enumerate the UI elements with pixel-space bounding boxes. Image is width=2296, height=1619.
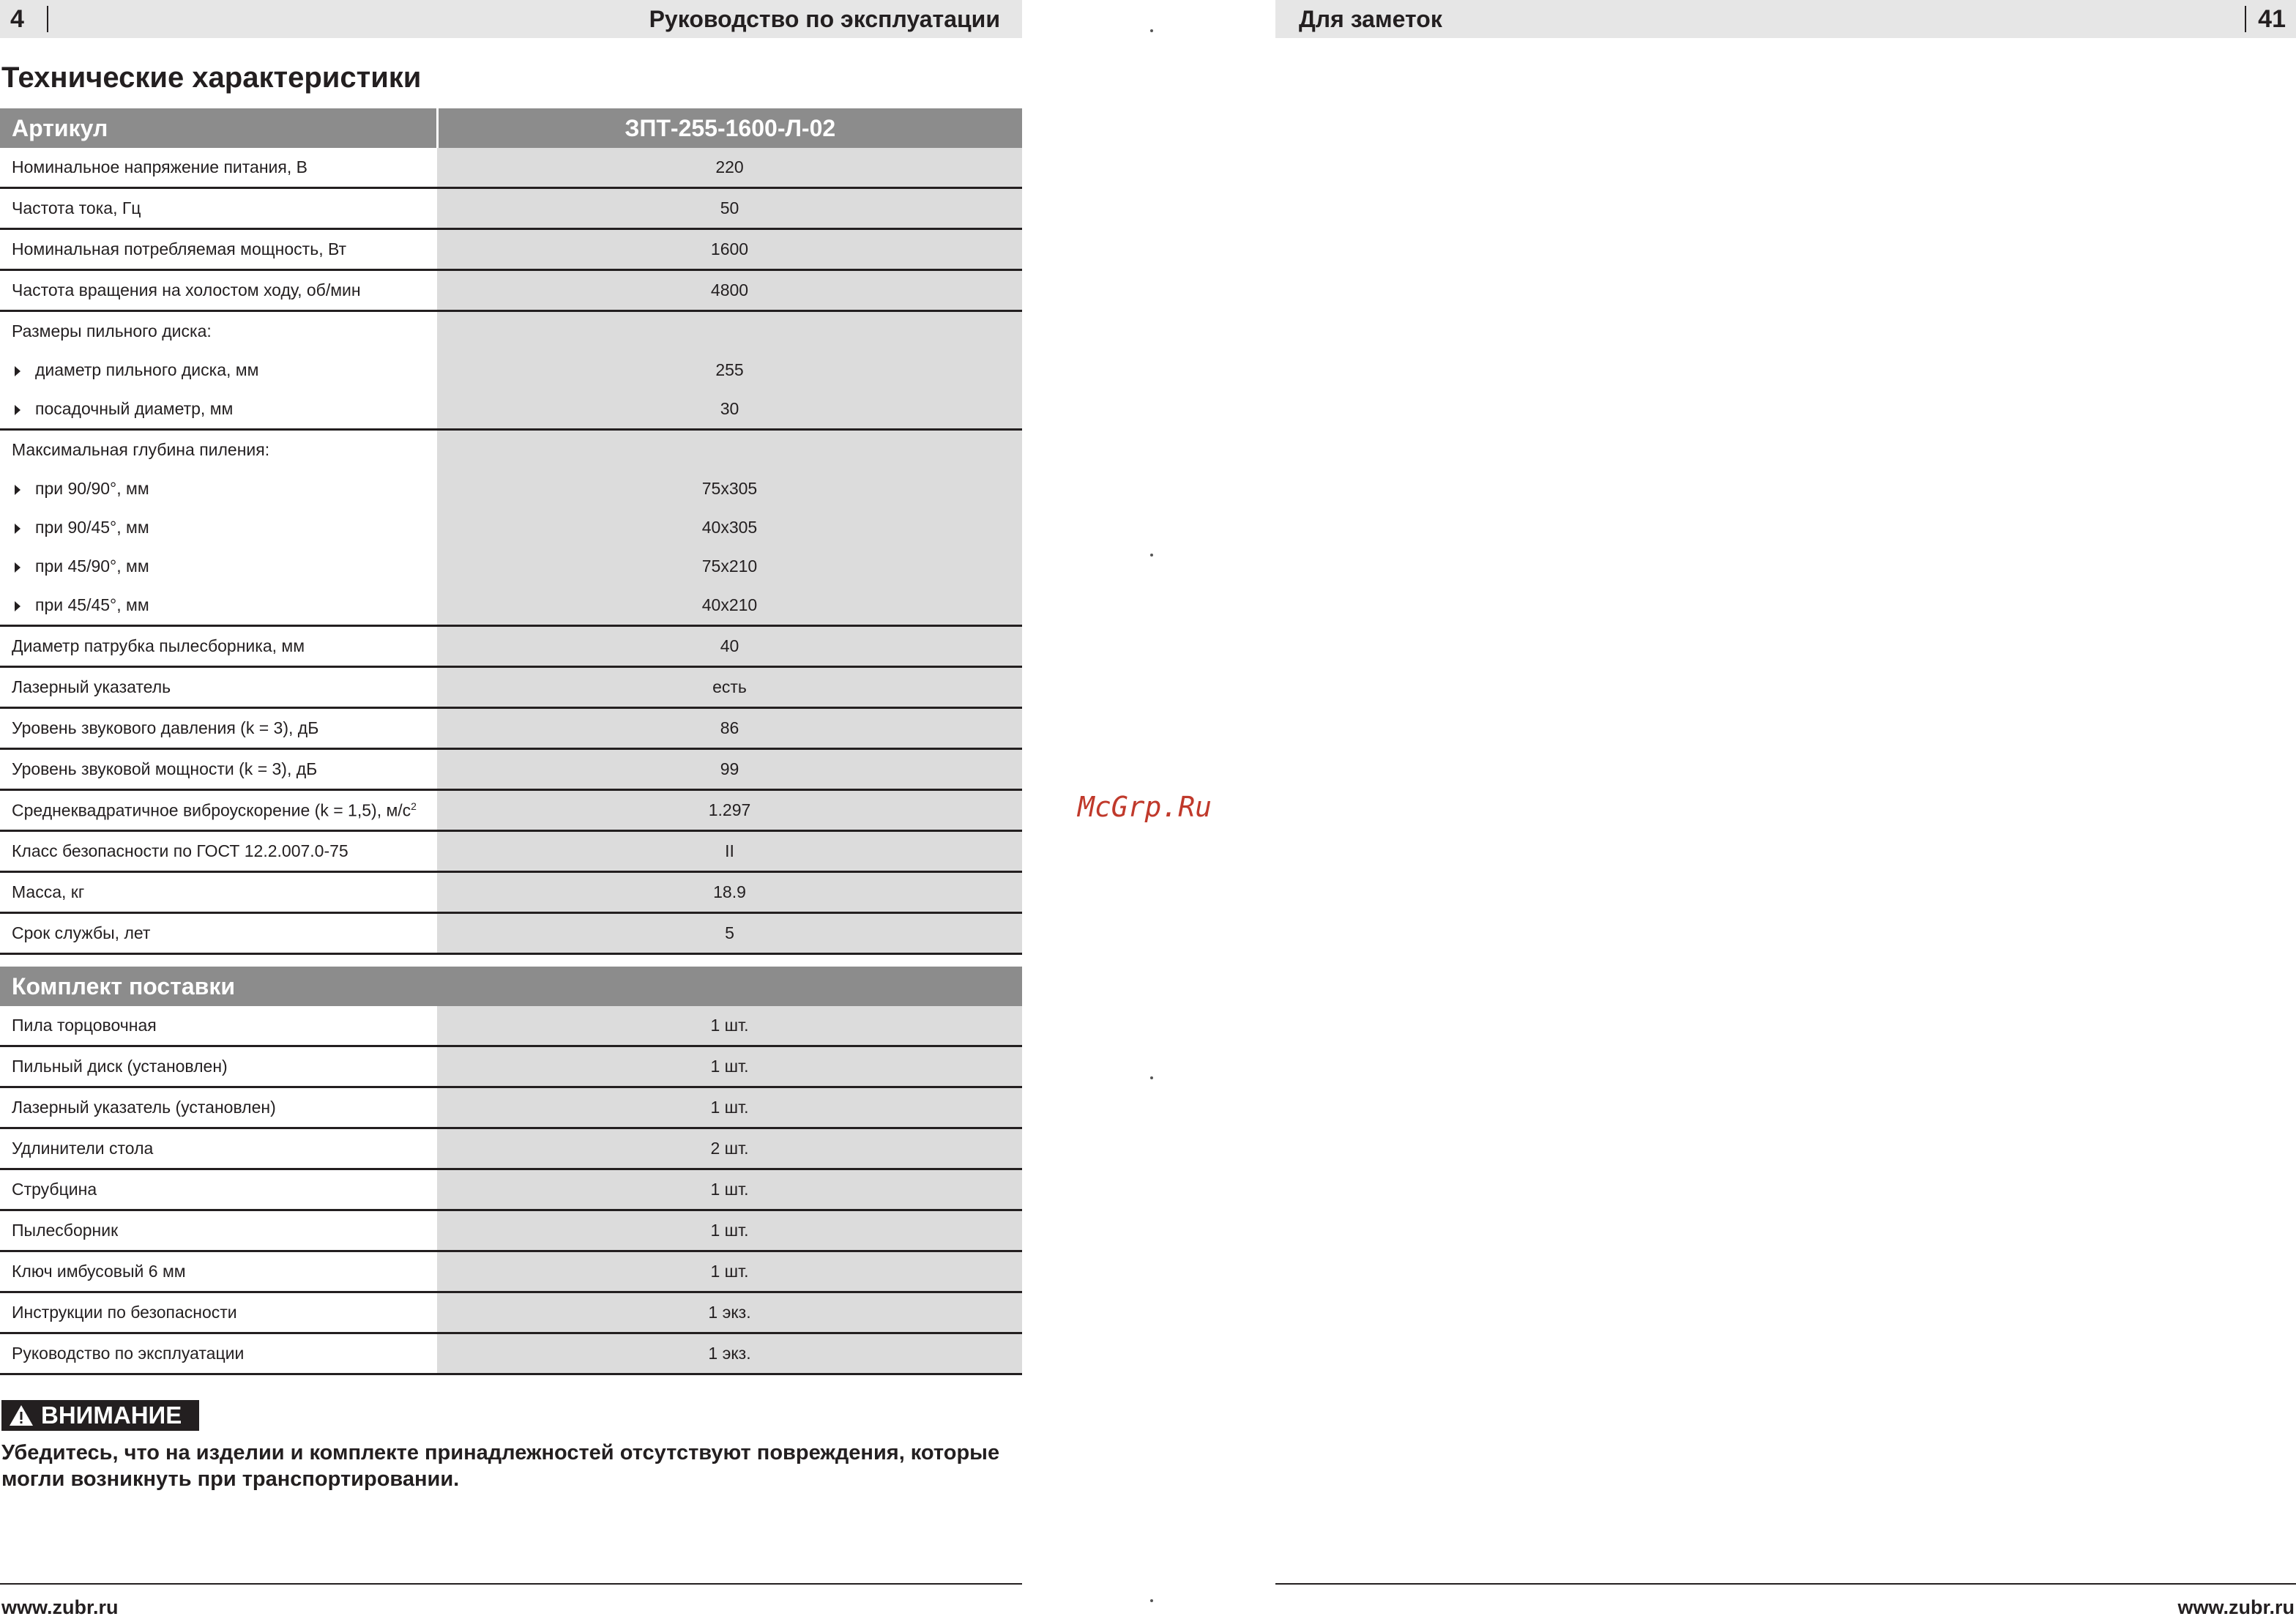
spec-value: 220	[437, 148, 1022, 188]
spec-table	[0, 108, 1022, 955]
spec-label: при 45/45°, мм	[35, 595, 149, 614]
spec-label: Частота тока, Гц	[0, 188, 437, 229]
kit-item-label: Струбцина	[0, 1169, 437, 1210]
spec-value: 18.9	[437, 872, 1022, 913]
right-page	[1275, 0, 2296, 1618]
group-header-row	[0, 311, 1022, 351]
kit-item-label: Инструкции по безопасности	[0, 1292, 437, 1333]
spec-label: Среднеквадратичное виброускорение (k = 1,5), м/с	[12, 800, 411, 820]
bullet-item	[0, 508, 437, 547]
spec-value: 86	[437, 708, 1022, 749]
spec-value: есть	[437, 667, 1022, 708]
table-row	[0, 351, 1022, 390]
spec-value: 255	[437, 351, 1022, 390]
table-row	[0, 1169, 1022, 1210]
table-row	[0, 1046, 1022, 1087]
spec-label: Класс безопасности по ГОСТ 12.2.007.0-75	[0, 831, 437, 872]
group-label: Размеры пильного диска:	[0, 311, 437, 351]
kit-item-label: Руководство по эксплуатации	[0, 1333, 437, 1374]
left-page	[0, 0, 1022, 1618]
spec-table-header	[0, 108, 1022, 148]
warning-label: ВНИМАНИЕ	[41, 1402, 182, 1429]
table-row	[0, 626, 1022, 667]
bullet-item	[0, 547, 437, 586]
section-title: Технические характеристики	[1, 62, 422, 94]
page-header	[1275, 0, 2296, 38]
spec-label: Срок службы, лет	[0, 913, 437, 954]
spec-label: Частота вращения на холостом ходу, об/мин	[0, 270, 437, 311]
group-value-empty	[437, 311, 1022, 351]
kit-item-label: Пильный диск (установлен)	[0, 1046, 437, 1087]
spec-value: 4800	[437, 270, 1022, 311]
gutter-dot	[1150, 1076, 1153, 1079]
table-row	[0, 148, 1022, 188]
kit-item-qty: 1 шт.	[437, 1169, 1022, 1210]
spec-label: Диаметр патрубка пылесборника, мм	[0, 626, 437, 667]
footer-url: www.zubr.ru	[2177, 1596, 2295, 1618]
spec-value: 40x305	[437, 508, 1022, 547]
kit-item-qty: 1 шт.	[437, 1210, 1022, 1251]
header-title: Для заметок	[1299, 6, 1442, 32]
bullet-arrow-icon	[15, 562, 20, 573]
spec-value: 40	[437, 626, 1022, 667]
warning-triangle-icon	[9, 1404, 34, 1426]
spec-label: Масса, кг	[0, 872, 437, 913]
table-row	[0, 1292, 1022, 1333]
spec-value: 99	[437, 749, 1022, 790]
footer-url: www.zubr.ru	[1, 1596, 119, 1618]
spec-label: Номинальное напряжение питания, В	[0, 148, 437, 188]
spec-header-model: ЗПТ-255-1600-Л-02	[437, 108, 1022, 148]
table-row	[0, 547, 1022, 586]
footer-rule	[0, 1583, 1022, 1585]
table-row	[0, 872, 1022, 913]
page-number: 41	[2258, 5, 2286, 33]
table-row	[0, 188, 1022, 229]
spec-value: 1600	[437, 229, 1022, 270]
table-row	[0, 1087, 1022, 1128]
kit-item-qty: 1 шт.	[437, 1006, 1022, 1046]
bullet-item	[0, 390, 437, 430]
spec-label: диаметр пильного диска, мм	[35, 360, 259, 379]
table-row	[0, 390, 1022, 430]
table-row	[0, 508, 1022, 547]
table-row	[0, 1333, 1022, 1374]
bullet-arrow-icon	[15, 366, 20, 376]
kit-header-label: Комплект поставки	[0, 967, 1022, 1006]
spec-label: Лазерный указатель	[0, 667, 437, 708]
spec-value: 75x210	[437, 547, 1022, 586]
table-row	[0, 1128, 1022, 1169]
kit-item-label: Пылесборник	[0, 1210, 437, 1251]
kit-item-qty: 1 шт.	[437, 1087, 1022, 1128]
table-row	[0, 708, 1022, 749]
spec-value: 50	[437, 188, 1022, 229]
bullet-arrow-icon	[15, 485, 20, 495]
kit-item-label: Пила торцовочная	[0, 1006, 437, 1046]
header-separator	[47, 6, 48, 32]
spec-label: Уровень звуковой мощности (k = 3), дБ	[0, 749, 437, 790]
table-row	[0, 229, 1022, 270]
spec-label: Уровень звукового давления (k = 3), дБ	[0, 708, 437, 749]
spec-label: посадочный диаметр, мм	[35, 399, 234, 418]
unit-superscript: 2	[411, 800, 417, 812]
bullet-arrow-icon	[15, 601, 20, 611]
spec-value: II	[437, 831, 1022, 872]
footer-rule	[1275, 1583, 2296, 1585]
group-header-row	[0, 430, 1022, 470]
watermark: McGrp.Ru	[1078, 791, 1212, 823]
spec-label: при 90/45°, мм	[35, 518, 149, 537]
kit-item-label: Лазерный указатель (установлен)	[0, 1087, 437, 1128]
table-row	[0, 586, 1022, 626]
spec-value: 5	[437, 913, 1022, 954]
gutter-dot	[1150, 1599, 1153, 1602]
bullet-arrow-icon	[15, 524, 20, 534]
kit-item-qty: 1 экз.	[437, 1292, 1022, 1333]
spec-value: 40x210	[437, 586, 1022, 626]
page-number: 4	[10, 5, 24, 33]
table-row	[0, 913, 1022, 954]
kit-table	[0, 967, 1022, 1375]
kit-item-qty: 1 шт.	[437, 1251, 1022, 1292]
spec-value: 30	[437, 390, 1022, 430]
header-separator	[2245, 6, 2246, 32]
kit-table-header	[0, 967, 1022, 1006]
bullet-item	[0, 586, 437, 626]
table-row	[0, 667, 1022, 708]
bullet-item	[0, 351, 437, 390]
header-title: Руководство по эксплуатации	[649, 6, 1000, 32]
spec-value: 1.297	[437, 790, 1022, 831]
gutter-dot	[1150, 29, 1153, 32]
gutter-dot	[1150, 554, 1153, 557]
kit-item-qty: 1 шт.	[437, 1046, 1022, 1087]
kit-item-label: Удлинители стола	[0, 1128, 437, 1169]
kit-item-label: Ключ имбусовый 6 мм	[0, 1251, 437, 1292]
kit-item-qty: 2 шт.	[437, 1128, 1022, 1169]
spec-label: при 90/90°, мм	[35, 479, 149, 498]
warning-badge	[1, 1400, 199, 1431]
table-row	[0, 1006, 1022, 1046]
spec-label: Номинальная потребляемая мощность, Вт	[0, 229, 437, 270]
warning-text: Убедитесь, что на изделии и комплекте принадлежностей отсутствуют повреждения, которые могли возникнуть при транспортировании.	[1, 1441, 1000, 1491]
bullet-item	[0, 469, 437, 508]
table-row	[0, 749, 1022, 790]
group-label: Максимальная глубина пиления:	[0, 430, 437, 470]
table-row	[0, 1251, 1022, 1292]
table-row	[0, 1210, 1022, 1251]
spec-label: при 45/90°, мм	[35, 557, 149, 576]
spec-value: 75x305	[437, 469, 1022, 508]
spec-header-label: Артикул	[0, 108, 437, 148]
group-value-empty	[437, 430, 1022, 470]
table-row	[0, 270, 1022, 311]
kit-item-qty: 1 экз.	[437, 1333, 1022, 1374]
table-row	[0, 831, 1022, 872]
bullet-arrow-icon	[15, 405, 20, 415]
table-row	[0, 469, 1022, 508]
page-header	[0, 0, 1022, 38]
spec-label-with-unit	[0, 790, 437, 831]
table-row	[0, 790, 1022, 831]
